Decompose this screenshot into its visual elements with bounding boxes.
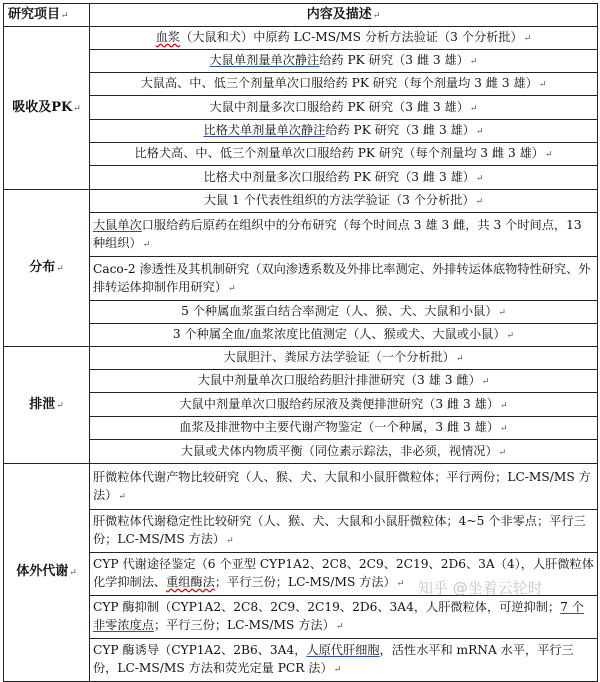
- content-cell: 大鼠单剂量单次静注给药 PK 研究（3 雌 3 雄）↵: [90, 50, 598, 73]
- content-cell: 大鼠胆汁、粪尿方法学验证（一个分析批）↵: [90, 347, 598, 370]
- table-row: [4, 596, 598, 639]
- content-cell: 大鼠中剂量单次口服给药尿液及粪便排泄研究（3 雌 3 雄）↵: [90, 393, 598, 417]
- table-row: [4, 27, 598, 50]
- table-row: [4, 73, 598, 96]
- category-cell: 吸收及PK↵: [4, 27, 90, 190]
- table-row: [4, 347, 598, 370]
- table-row: [4, 324, 598, 347]
- table-row: [4, 301, 598, 324]
- content-cell: 大鼠中剂量单次口服给药胆汁排泄研究（3 雄 3 雌）↵: [90, 370, 598, 393]
- content-cell: 肝微粒体代谢稳定性比较研究（人、猴、犬、大鼠和小鼠肝微粒体；4~5 个非零点；平行三份；LC-MS/MS 方法）↵: [90, 510, 598, 553]
- table-row: [4, 120, 598, 143]
- table-row: [4, 417, 598, 440]
- content-cell: 5 个种属血浆蛋白结合率测定（人、猴、犬、大鼠和小鼠）↵: [90, 301, 598, 324]
- header-research-item: 研究项目↵: [4, 4, 90, 27]
- content-cell: 血浆及排泄物中主要代谢产物鉴定（一个种属，3 雌 3 雄）↵: [90, 417, 598, 440]
- header-row: [4, 4, 598, 27]
- table-row: [4, 464, 598, 510]
- content-cell: 肝微粒体代谢产物比较研究（人、猴、犬、大鼠和小鼠肝微粒体；平行两份；LC-MS/MS 方法）↵: [90, 464, 598, 510]
- study-table: [3, 3, 598, 682]
- content-cell: CYP 酶抑制（CYP1A2、2C8、2C9、2C19、2D6、3A4，人肝微粒体，可逆抑制；7 个非零浓度点；平行三份；LC-MS/MS 方法）↵: [90, 596, 598, 639]
- table-row: [4, 393, 598, 417]
- content-cell: CYP 酶诱导（CYP1A2、2B6、3A4，人原代肝细胞，活性水平和 mRNA 水平，平行三份，LC-MS/MS 方法和荧光定量 PCR 法）↵: [90, 639, 598, 682]
- table-row: [4, 166, 598, 190]
- content-cell: 大鼠高、中、低三个剂量单次口服给药 PK 研究（每个剂量均 3 雌 3 雄）↵: [90, 73, 598, 96]
- content-cell: 比格犬单剂量单次静注给药 PK 研究（3 雌 3 雄）↵: [90, 120, 598, 143]
- content-cell: 血浆（大鼠和犬）中原药 LC-MS/MS 分析方法验证（3 个分析批）↵: [90, 27, 598, 50]
- table-row: [4, 370, 598, 393]
- category-cell: 体外代谢↵: [4, 464, 90, 682]
- content-cell: CYP 代谢途径鉴定（6 个亚型 CYP1A2、2C8、2C9、2C19、2D6、3A（4），人肝微粒体化学抑制法、重组酶法；平行三份；LC-MS/MS 方法）↵: [90, 553, 598, 596]
- table-row: [4, 213, 598, 257]
- content-cell: 比格犬中剂量多次口服给药 PK 研究（3 雌 3 雄）↵: [90, 166, 598, 190]
- category-cell: 排泄↵: [4, 347, 90, 464]
- content-cell: 大鼠 1 个代表性组织的方法学验证（3 个分析批）↵: [90, 190, 598, 213]
- content-cell: 大鼠中剂量多次口服给药 PK 研究（3 雌 3 雄）↵: [90, 96, 598, 120]
- content-cell: 大鼠或犬体内物质平衡（同位素示踪法，非必须，视情况）↵: [90, 440, 598, 464]
- watermark: 知乎 @坐着云轮时: [418, 579, 543, 597]
- category-cell: 分布↵: [4, 190, 90, 347]
- table-row: [4, 257, 598, 301]
- table-row: [4, 190, 598, 213]
- table-row: [4, 639, 598, 682]
- header-content: 内容及描述↵: [90, 4, 598, 27]
- table-row: [4, 96, 598, 120]
- table-row: [4, 50, 598, 73]
- table-row: [4, 143, 598, 166]
- content-cell: 比格犬高、中、低三个剂量单次口服给药 PK 研究（每个剂量均 3 雌 3 雄）↵: [90, 143, 598, 166]
- content-cell: 3 个种属全血/血浆浓度比值测定（人、猴或犬、大鼠或小鼠）↵: [90, 324, 598, 347]
- content-cell: Caco-2 渗透性及其机制研究（双向渗透系数及外排比率测定、外排转运体底物特性研究、外排转运体抑制作用研究）↵: [90, 257, 598, 301]
- table-row: [4, 510, 598, 553]
- content-cell: 大鼠单次口服给药后原药在组织中的分布研究（每个时间点 3 雄 3 雌，共 3 个时间点，13 种组织）↵: [90, 213, 598, 257]
- table-row: [4, 553, 598, 596]
- table-row: [4, 440, 598, 464]
